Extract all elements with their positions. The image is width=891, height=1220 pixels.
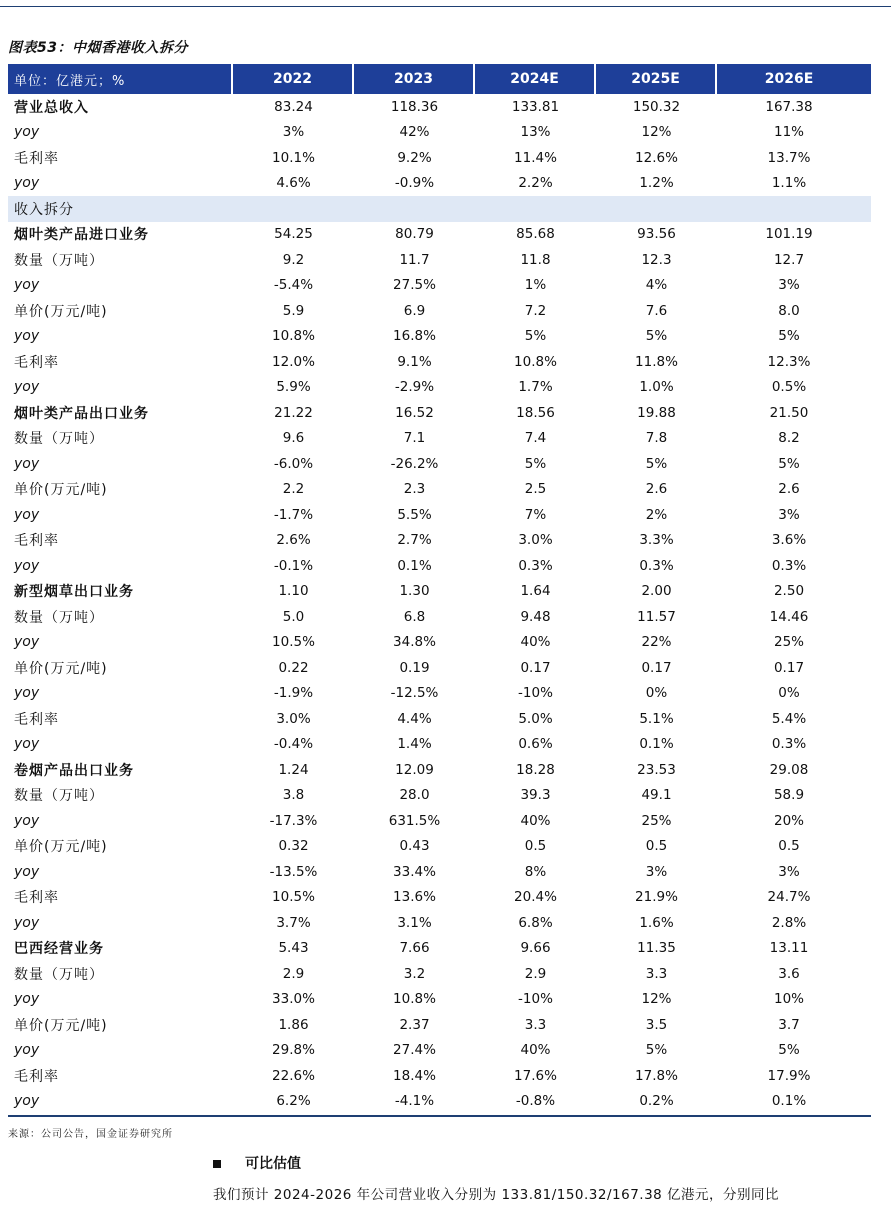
- table-cell: 33.0%: [272, 991, 315, 1008]
- table-cell: 7.66: [399, 940, 430, 957]
- row-label: yoy: [14, 914, 40, 931]
- table-cell: 9.48: [520, 608, 551, 625]
- row-label: yoy: [14, 634, 40, 651]
- table-cell: 7.4: [524, 430, 547, 447]
- table-cell: 16.8%: [393, 328, 436, 345]
- row-label: 单价(万元/吨): [14, 839, 108, 856]
- header-year: 2025E: [596, 64, 717, 94]
- row-label: 烟叶类产品进口业务: [14, 227, 149, 244]
- square-bullet-icon: [213, 1160, 221, 1168]
- table-cell: 3%: [645, 863, 668, 880]
- table-cell: -6.0%: [273, 455, 314, 472]
- table-row: [8, 859, 871, 885]
- table-cell: 11.8: [520, 251, 551, 268]
- table-row: [8, 247, 871, 273]
- table-row: [8, 655, 871, 681]
- table-row: [8, 604, 871, 630]
- table-cell: 3.3%: [639, 532, 674, 549]
- table-cell: 40%: [520, 634, 551, 651]
- table-cell: -0.9%: [394, 175, 435, 192]
- table-cell: 0.5: [778, 838, 800, 855]
- table-cell: 1.30: [399, 583, 430, 600]
- table-row: [8, 273, 871, 299]
- table-cell: 1.24: [278, 761, 309, 778]
- table-cell: 5.1%: [639, 710, 674, 727]
- table-cell: 11.57: [637, 608, 676, 625]
- table-cell: 0.5: [645, 838, 668, 855]
- table-cell: 5%: [524, 328, 547, 345]
- table-cell: 0.1%: [397, 557, 432, 574]
- row-label: yoy: [14, 506, 40, 523]
- table-row: [8, 502, 871, 528]
- table-cell: 3.6%: [771, 532, 807, 549]
- table-cell: 10.8%: [514, 353, 557, 370]
- table-cell: 20%: [773, 812, 804, 829]
- table-cell: -1.9%: [273, 685, 314, 702]
- row-label: yoy: [14, 991, 40, 1008]
- table-cell: 3.0%: [518, 532, 553, 549]
- table-cell: 3.0%: [276, 710, 311, 727]
- table-cell: -0.4%: [273, 736, 314, 753]
- table-cell: 3.7%: [276, 914, 311, 931]
- table-cell: -0.8%: [515, 1093, 556, 1110]
- table-cell: 49.1: [641, 787, 672, 804]
- row-label: 单价(万元/吨): [14, 660, 108, 677]
- table-cell: 2.6%: [276, 532, 311, 549]
- table-cell: 3.3: [524, 1016, 547, 1033]
- table-cell: 20.4%: [514, 889, 557, 906]
- table-cell: 10.5%: [272, 634, 315, 651]
- table-cell: 58.9: [773, 787, 805, 804]
- table-cell: 25%: [773, 634, 804, 651]
- table-cell: 2.3: [403, 481, 426, 498]
- table-cell: 0.17: [520, 659, 551, 676]
- table-cell: 0.1%: [771, 1093, 807, 1110]
- table-cell: 0.6%: [518, 736, 553, 753]
- row-label: yoy: [14, 1042, 40, 1059]
- row-label: 单价(万元/吨): [14, 303, 108, 320]
- header-year: 2022: [233, 64, 354, 94]
- table-cell: 5%: [645, 455, 668, 472]
- table-cell: 2.9: [524, 965, 547, 982]
- table-cell: 8%: [524, 863, 547, 880]
- table-cell: 18.28: [516, 761, 555, 778]
- table-cell: 1.6%: [639, 914, 674, 931]
- table-cell: 0.5%: [771, 379, 807, 396]
- table-cell: 7.1: [403, 430, 426, 447]
- table-cell: 11%: [773, 124, 804, 141]
- table-cell: 12.3: [641, 251, 672, 268]
- table-cell: 3.5: [645, 1016, 668, 1033]
- table-cell: 150.32: [632, 98, 681, 115]
- table-cell: -5.4%: [273, 277, 314, 294]
- table-cell: 22.6%: [272, 1067, 315, 1084]
- table-row: [8, 885, 871, 911]
- table-cell: 0%: [645, 685, 668, 702]
- table-cell: 13%: [520, 124, 551, 141]
- row-label: 卷烟产品出口业务: [14, 762, 134, 779]
- table-cell: 12.3%: [767, 353, 811, 370]
- table-cell: 8.2: [778, 430, 800, 447]
- table-cell: 7.2: [524, 302, 547, 319]
- table-cell: 7.6: [645, 302, 668, 319]
- table-cell: 12%: [641, 124, 672, 141]
- table-cell: 1.64: [520, 583, 551, 600]
- table-row: [8, 94, 871, 120]
- table-cell: 0.5: [524, 838, 547, 855]
- table-cell: 2.2%: [518, 175, 553, 192]
- table-cell: 11.4%: [514, 149, 557, 166]
- row-label: 毛利率: [14, 711, 59, 728]
- table-cell: 1.0%: [639, 379, 674, 396]
- row-label: yoy: [14, 277, 40, 294]
- table-cell: 0.3%: [771, 557, 807, 574]
- table-cell: 6.8: [403, 608, 426, 625]
- table-cell: 2.5: [524, 481, 547, 498]
- section-heading-text: 可比估值: [245, 1156, 301, 1172]
- table-cell: 40%: [520, 1042, 551, 1059]
- table-cell: 19.88: [637, 404, 676, 421]
- table-cell: 25%: [641, 812, 672, 829]
- table-cell: -10%: [518, 685, 553, 702]
- table-cell: 33.4%: [393, 863, 436, 880]
- table-cell: 133.81: [511, 98, 560, 115]
- row-label: 烟叶类产品出口业务: [14, 405, 149, 422]
- table-cell: [596, 196, 717, 222]
- table-cell: -10%: [518, 991, 553, 1008]
- row-label: 单价(万元/吨): [14, 1017, 108, 1034]
- table-cell: 7.8: [645, 430, 668, 447]
- table-cell: 10%: [773, 991, 804, 1008]
- table-cell: 0.22: [278, 659, 309, 676]
- table-cell: 5.9: [282, 302, 305, 319]
- table-cell: -1.7%: [273, 506, 314, 523]
- table-cell: 2.50: [773, 583, 805, 600]
- table-cell: 80.79: [395, 226, 434, 243]
- table-header-row: [8, 64, 871, 94]
- table-cell: 22%: [641, 634, 672, 651]
- table-cell: 2.8%: [771, 914, 807, 931]
- row-label: yoy: [14, 685, 40, 702]
- table-row: [8, 1012, 871, 1038]
- row-label: yoy: [14, 863, 40, 880]
- table-cell: 10.5%: [272, 889, 315, 906]
- header-unit: 单位：亿港元；%: [8, 64, 233, 94]
- table-row: [8, 171, 871, 197]
- table-cell: 12.7: [773, 251, 805, 268]
- table-cell: 4.6%: [276, 175, 311, 192]
- table-row: [8, 1063, 871, 1089]
- table-cell: 6.9: [403, 302, 426, 319]
- table-row: [8, 808, 871, 834]
- row-label: 毛利率: [14, 354, 59, 371]
- table-row: [8, 298, 871, 324]
- table-row: [8, 1089, 871, 1115]
- table-row: [8, 553, 871, 579]
- table-cell: 21.22: [274, 404, 313, 421]
- table-cell: 54.25: [274, 226, 313, 243]
- row-label: 数量（万吨）: [14, 431, 104, 448]
- table-cell: 5.5%: [397, 506, 432, 523]
- table-cell: 1.86: [278, 1016, 309, 1033]
- table-row: [8, 528, 871, 554]
- table-cell: 4%: [645, 277, 668, 294]
- table-cell: 24.7%: [767, 889, 811, 906]
- table-cell: 11.8%: [635, 353, 678, 370]
- table-cell: 0.3%: [518, 557, 553, 574]
- header-year: 2024E: [475, 64, 596, 94]
- row-label: 数量（万吨）: [14, 788, 104, 805]
- table-row: [8, 732, 871, 758]
- row-label: 数量（万吨）: [14, 966, 104, 983]
- table-cell: 29.08: [769, 761, 809, 778]
- table-cell: 9.66: [520, 940, 551, 957]
- table-cell: 0%: [778, 685, 800, 702]
- table-cell: 5%: [524, 455, 547, 472]
- table-cell: -4.1%: [394, 1093, 435, 1110]
- table-cell: 3%: [282, 124, 305, 141]
- table-cell: 13.7%: [767, 149, 811, 166]
- row-label: 毛利率: [14, 890, 59, 907]
- table-row: [8, 961, 871, 987]
- table-cell: -2.9%: [394, 379, 435, 396]
- table-cell: 9.1%: [397, 353, 432, 370]
- source-note: 来源：公司公告，国金证券研究所: [8, 1129, 173, 1140]
- table-cell: [475, 196, 596, 222]
- table-cell: 85.68: [516, 226, 555, 243]
- row-label: yoy: [14, 1093, 40, 1110]
- row-label: yoy: [14, 812, 40, 829]
- table-cell: [354, 196, 475, 222]
- row-label: yoy: [14, 124, 40, 141]
- table-cell: 18.4%: [393, 1067, 436, 1084]
- table-row: [8, 630, 871, 656]
- table-cell: 12.09: [395, 761, 434, 778]
- table-cell: 40%: [520, 812, 551, 829]
- table-cell: 2.2: [282, 481, 305, 498]
- header-year: 2023: [354, 64, 475, 94]
- row-label: yoy: [14, 379, 40, 396]
- row-label: 毛利率: [14, 533, 59, 550]
- table-row: [8, 579, 871, 605]
- table-cell: 5.43: [278, 940, 309, 957]
- table-cell: 17.8%: [635, 1067, 678, 1084]
- section-heading: [213, 1153, 301, 1173]
- table-cell: 2.00: [641, 583, 672, 600]
- table-row: [8, 222, 871, 248]
- row-label: 单价(万元/吨): [14, 482, 108, 499]
- row-label: yoy: [14, 736, 40, 753]
- table-row: [8, 145, 871, 171]
- table-cell: 11.35: [637, 940, 676, 957]
- table-cell: 28.0: [399, 787, 430, 804]
- revenue-breakdown-table: [8, 64, 871, 1117]
- table-cell: -13.5%: [269, 863, 318, 880]
- table-cell: 0.19: [399, 659, 430, 676]
- table-cell: 0.3%: [639, 557, 674, 574]
- table-cell: 167.38: [765, 98, 813, 115]
- table-cell: 3.1%: [397, 914, 432, 931]
- table-cell: 12%: [641, 991, 672, 1008]
- table-cell: 2.6: [778, 481, 800, 498]
- table-cell: 9.2: [282, 251, 305, 268]
- table-cell: 16.52: [395, 404, 434, 421]
- row-label: yoy: [14, 328, 40, 345]
- table-cell: 4.4%: [397, 710, 432, 727]
- table-cell: 1%: [524, 277, 547, 294]
- table-cell: -17.3%: [269, 812, 318, 829]
- table-cell: [233, 196, 354, 222]
- table-cell: 5.0%: [518, 710, 553, 727]
- table-cell: 10.8%: [393, 991, 436, 1008]
- table-row: [8, 451, 871, 477]
- table-cell: 5%: [778, 1042, 800, 1059]
- row-label: yoy: [14, 557, 40, 574]
- table-cell: 17.6%: [514, 1067, 557, 1084]
- table-cell: 0.43: [399, 838, 430, 855]
- row-label: yoy: [14, 455, 40, 472]
- table-cell: 0.17: [641, 659, 672, 676]
- table-row: [8, 477, 871, 503]
- table-cell: 5%: [778, 455, 800, 472]
- table-body: [8, 94, 871, 1114]
- row-label: 新型烟草出口业务: [14, 584, 134, 601]
- table-cell: -0.1%: [273, 557, 314, 574]
- table-cell: 6.8%: [518, 914, 553, 931]
- table-row: [8, 1038, 871, 1064]
- table-row: [8, 120, 871, 146]
- table-cell: 1.10: [278, 583, 309, 600]
- table-cell: 5.9%: [276, 379, 311, 396]
- table-cell: 5%: [645, 1042, 668, 1059]
- row-label: 巴西经营业务: [14, 941, 104, 958]
- table-cell: -12.5%: [390, 685, 439, 702]
- table-cell: 17.9%: [767, 1067, 811, 1084]
- row-label: 数量（万吨）: [14, 252, 104, 269]
- table-cell: 0.17: [773, 659, 805, 676]
- row-label: 数量（万吨）: [14, 609, 104, 626]
- table-row: [8, 400, 871, 426]
- table-cell: 14.46: [769, 608, 809, 625]
- table-cell: 2%: [645, 506, 668, 523]
- table-cell: 8.0: [778, 302, 800, 319]
- body-paragraph: 我们预计 2024-2026 年公司营业收入分别为 133.81/150.32/167.38 亿港元，分别同比: [213, 1187, 780, 1203]
- table-cell: 0.3%: [771, 736, 807, 753]
- table-row: [8, 834, 871, 860]
- table-cell: 9.2%: [397, 149, 432, 166]
- table-bottom-rule: [8, 1115, 871, 1117]
- table-cell: [717, 196, 861, 222]
- table-cell: 83.24: [274, 98, 313, 115]
- table-row: [8, 324, 871, 350]
- table-cell: 2.7%: [397, 532, 432, 549]
- table-cell: 23.53: [637, 761, 676, 778]
- table-row: [8, 349, 871, 375]
- table-cell: 1.7%: [518, 379, 553, 396]
- row-label: 营业总收入: [14, 99, 89, 116]
- table-cell: 7%: [524, 506, 547, 523]
- table-cell: 1.4%: [397, 736, 432, 753]
- table-cell: 5.0: [282, 608, 305, 625]
- table-cell: 0.1%: [639, 736, 674, 753]
- table-row: [8, 426, 871, 452]
- table-cell: 3.7: [778, 1016, 800, 1033]
- table-row: [8, 987, 871, 1013]
- section-row: [8, 196, 871, 222]
- table-cell: 18.56: [516, 404, 555, 421]
- table-cell: 118.36: [390, 98, 439, 115]
- table-row: [8, 910, 871, 936]
- table-cell: 3%: [778, 506, 800, 523]
- header-year: 2026E: [764, 71, 814, 87]
- table-row: [8, 681, 871, 707]
- table-cell: 10.1%: [272, 149, 315, 166]
- row-label: 收入拆分: [14, 201, 74, 218]
- table-cell: 2.6: [645, 481, 668, 498]
- table-row: [8, 757, 871, 783]
- table-cell: 3%: [778, 863, 800, 880]
- table-cell: 11.7: [399, 251, 430, 268]
- table-cell: 39.3: [520, 787, 551, 804]
- table-cell: 1.2%: [639, 175, 674, 192]
- table-cell: 5%: [778, 328, 800, 345]
- table-cell: 3.3: [645, 965, 668, 982]
- table-cell: 101.19: [765, 226, 813, 243]
- table-cell: 27.5%: [393, 277, 436, 294]
- table-row: [8, 375, 871, 401]
- table-cell: 9.6: [282, 430, 305, 447]
- table-cell: 5.4%: [771, 710, 807, 727]
- table-cell: 29.8%: [272, 1042, 315, 1059]
- row-label: yoy: [14, 175, 40, 192]
- table-cell: 2.37: [399, 1016, 430, 1033]
- table-caption: 图表53：中烟香港收入拆分: [8, 40, 188, 56]
- table-cell: 3.6: [778, 965, 800, 982]
- table-cell: 3%: [778, 277, 800, 294]
- top-rule: [0, 6, 891, 7]
- table-cell: 0.2%: [639, 1093, 674, 1110]
- row-label: 毛利率: [14, 1068, 59, 1085]
- table-cell: 10.8%: [272, 328, 315, 345]
- table-row: [8, 783, 871, 809]
- table-row: [8, 706, 871, 732]
- table-cell: 0.32: [278, 838, 309, 855]
- table-cell: 21.50: [769, 404, 809, 421]
- table-cell: -26.2%: [390, 455, 439, 472]
- table-cell: 27.4%: [393, 1042, 436, 1059]
- table-cell: 12.0%: [272, 353, 315, 370]
- table-cell: 6.2%: [276, 1093, 311, 1110]
- table-cell: 2.9: [282, 965, 305, 982]
- table-cell: 13.6%: [393, 889, 436, 906]
- table-cell: 1.1%: [771, 175, 807, 192]
- table-cell: 631.5%: [388, 812, 441, 829]
- table-cell: 93.56: [637, 226, 676, 243]
- table-cell: 34.8%: [393, 634, 436, 651]
- table-cell: 3.8: [282, 787, 305, 804]
- table-cell: 13.11: [769, 940, 809, 957]
- table-cell: 42%: [399, 124, 430, 141]
- table-cell: 3.2: [403, 965, 426, 982]
- table-cell: 12.6%: [635, 149, 678, 166]
- table-cell: 5%: [645, 328, 668, 345]
- table-cell: 21.9%: [635, 889, 678, 906]
- row-label: 毛利率: [14, 150, 59, 167]
- table-row: [8, 936, 871, 962]
